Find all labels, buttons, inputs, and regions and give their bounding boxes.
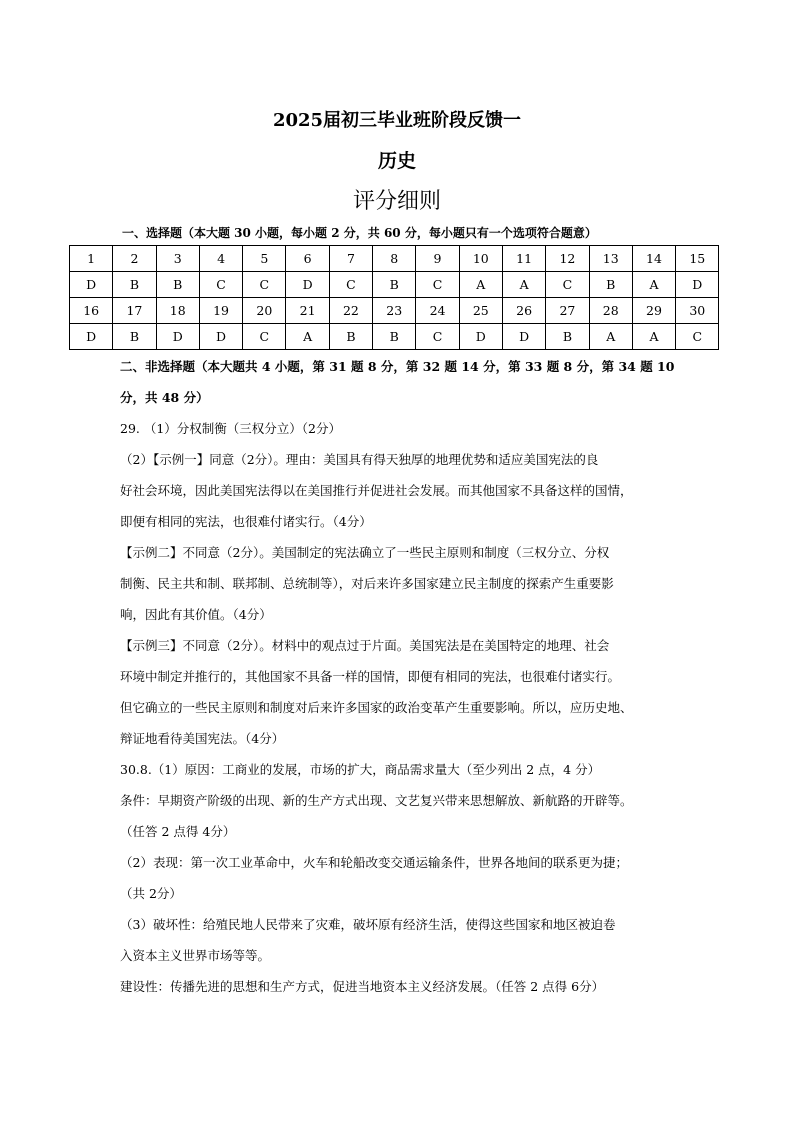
answer-table xyxy=(69,245,719,350)
answer-row xyxy=(70,272,719,298)
question-number-cell: 12 xyxy=(546,246,589,272)
answer-cell: A xyxy=(502,272,545,298)
question-number-cell: 23 xyxy=(373,298,416,324)
content-line: 入资本主义世界市场等等。 xyxy=(120,948,271,963)
answer-cell: C xyxy=(676,324,719,350)
answer-cell: D xyxy=(156,324,199,350)
answer-row xyxy=(70,324,719,350)
answer-cell: C xyxy=(199,272,242,298)
question-number-cell: 15 xyxy=(676,246,719,272)
question-number-cell: 2 xyxy=(113,246,156,272)
answer-content xyxy=(120,413,685,1002)
content-line: （共 2分） xyxy=(120,886,182,901)
answer-cell: D xyxy=(286,272,329,298)
content-line: （2）表现：第一次工业革命中，火车和轮船改变交通运输条件，世界各地间的联系更为捷； xyxy=(120,855,628,870)
answer-cell: C xyxy=(416,324,459,350)
question-number-cell: 1 xyxy=(70,246,113,272)
question-number-cell: 14 xyxy=(632,246,675,272)
answer-cell: B xyxy=(546,324,589,350)
scoring-rules-title: 评分细则 xyxy=(352,189,441,214)
content-line: 【示例二】不同意（2分）。美国制定的宪法确立了一些民主原则和制度（三权分立、分权 xyxy=(120,545,610,560)
question-number-cell: 8 xyxy=(373,246,416,272)
answer-cell: D xyxy=(502,324,545,350)
question-number-cell: 24 xyxy=(416,298,459,324)
question-number-cell: 30 xyxy=(676,298,719,324)
document-title: 2025届初三毕业班阶段反馈一 xyxy=(272,110,522,131)
question-number-cell: 11 xyxy=(502,246,545,272)
question-number-cell: 18 xyxy=(156,298,199,324)
content-line: 但它确立的一些民主原则和制度对后来许多国家的政治变革产生重要影响。所以，应历史地、 xyxy=(120,700,633,715)
question-number-cell: 28 xyxy=(589,298,632,324)
question-number-cell: 6 xyxy=(286,246,329,272)
content-line: 建设性：传播先进的思想和生产方式，促进当地资本主义经济发展。（任答 2 点得 6分） xyxy=(120,979,605,994)
content-line: （2）【示例一】同意（2分）。理由：美国具有得天独厚的地理优势和适应美国宪法的良 xyxy=(120,452,599,467)
question-number-cell: 7 xyxy=(329,246,372,272)
question-number-row xyxy=(70,246,719,272)
question-number-cell: 4 xyxy=(199,246,242,272)
content-line: 响，因此有其价值。（4分） xyxy=(120,607,272,622)
content-line: （3）破坏性：给殖民地人民带来了灾难，破坏原有经济生活，使得这些国家和地区被迫卷 xyxy=(120,917,616,932)
content-line: 29. （1）分权制衡（三权分立）（2分） xyxy=(120,421,342,436)
section2-heading-line: 分，共 48 分） xyxy=(120,390,209,405)
answer-cell: D xyxy=(676,272,719,298)
answer-cell: D xyxy=(459,324,502,350)
question-number-cell: 5 xyxy=(243,246,286,272)
answer-cell: A xyxy=(632,272,675,298)
section2-heading xyxy=(120,351,685,413)
question-number-cell: 26 xyxy=(502,298,545,324)
answer-cell: C xyxy=(243,272,286,298)
question-number-cell: 17 xyxy=(113,298,156,324)
answer-cell: D xyxy=(70,324,113,350)
question-number-cell: 25 xyxy=(459,298,502,324)
question-number-cell: 16 xyxy=(70,298,113,324)
answer-cell: A xyxy=(632,324,675,350)
answer-cell: B xyxy=(373,324,416,350)
answer-cell: D xyxy=(70,272,113,298)
answer-cell: B xyxy=(373,272,416,298)
question-number-cell: 3 xyxy=(156,246,199,272)
answer-cell: A xyxy=(286,324,329,350)
content-line: 环境中制定并推行的，其他国家不具备一样的国情，即便有相同的宪法，也很难付诸实行。 xyxy=(120,669,621,684)
section2-heading-line: 二、非选择题（本大题共 4 小题，第 31 题 8 分，第 32 题 14 分，第 33 题 8 分，第 34 题 10 xyxy=(120,359,675,374)
question-number-cell: 21 xyxy=(286,298,329,324)
answer-cell: B xyxy=(329,324,372,350)
question-number-cell: 19 xyxy=(199,298,242,324)
question-number-cell: 27 xyxy=(546,298,589,324)
answer-cell: B xyxy=(113,272,156,298)
content-line: 好社会环境，因此美国宪法得以在美国推行并促进社会发展。而其他国家不具备这样的国情， xyxy=(120,483,633,498)
content-line: 【示例三】不同意（2分）。材料中的观点过于片面。美国宪法是在美国特定的地理、社会 xyxy=(120,638,610,653)
question-number-row xyxy=(70,298,719,324)
answer-cell: C xyxy=(546,272,589,298)
answer-cell: C xyxy=(329,272,372,298)
content-line: 即便有相同的宪法，也很难付诸实行。（4分） xyxy=(120,514,372,529)
answer-cell: D xyxy=(199,324,242,350)
content-line: 制衡、民主共和制、联邦制、总统制等），对后来许多国家建立民主制度的探索产生重要影 xyxy=(120,576,614,591)
section1-heading: 一、选择题（本大题 30 小题，每小题 2 分，共 60 分，每小题只有一个选项符合题意） xyxy=(122,226,597,240)
answer-cell: B xyxy=(113,324,156,350)
question-number-cell: 13 xyxy=(589,246,632,272)
answer-cell: B xyxy=(156,272,199,298)
answer-cell: B xyxy=(589,272,632,298)
answer-cell: A xyxy=(589,324,632,350)
question-number-cell: 22 xyxy=(329,298,372,324)
question-number-cell: 20 xyxy=(243,298,286,324)
content-line: 辩证地看待美国宪法。（4分） xyxy=(120,731,285,746)
question-number-cell: 29 xyxy=(632,298,675,324)
question-number-cell: 9 xyxy=(416,246,459,272)
answer-cell: A xyxy=(459,272,502,298)
content-line: （任答 2 点得 4分） xyxy=(120,824,236,839)
subject-title: 历史 xyxy=(377,150,416,172)
question-number-cell: 10 xyxy=(459,246,502,272)
content-line: 30.8.（1）原因：工商业的发展，市场的扩大，商品需求量大（至少列出 2 点，4 分） xyxy=(120,762,601,777)
answer-cell: C xyxy=(416,272,459,298)
answer-cell: C xyxy=(243,324,286,350)
content-line: 条件：早期资产阶级的出现、新的生产方式出现、文艺复兴带来思想解放、新航路的开辟等。 xyxy=(120,793,633,808)
